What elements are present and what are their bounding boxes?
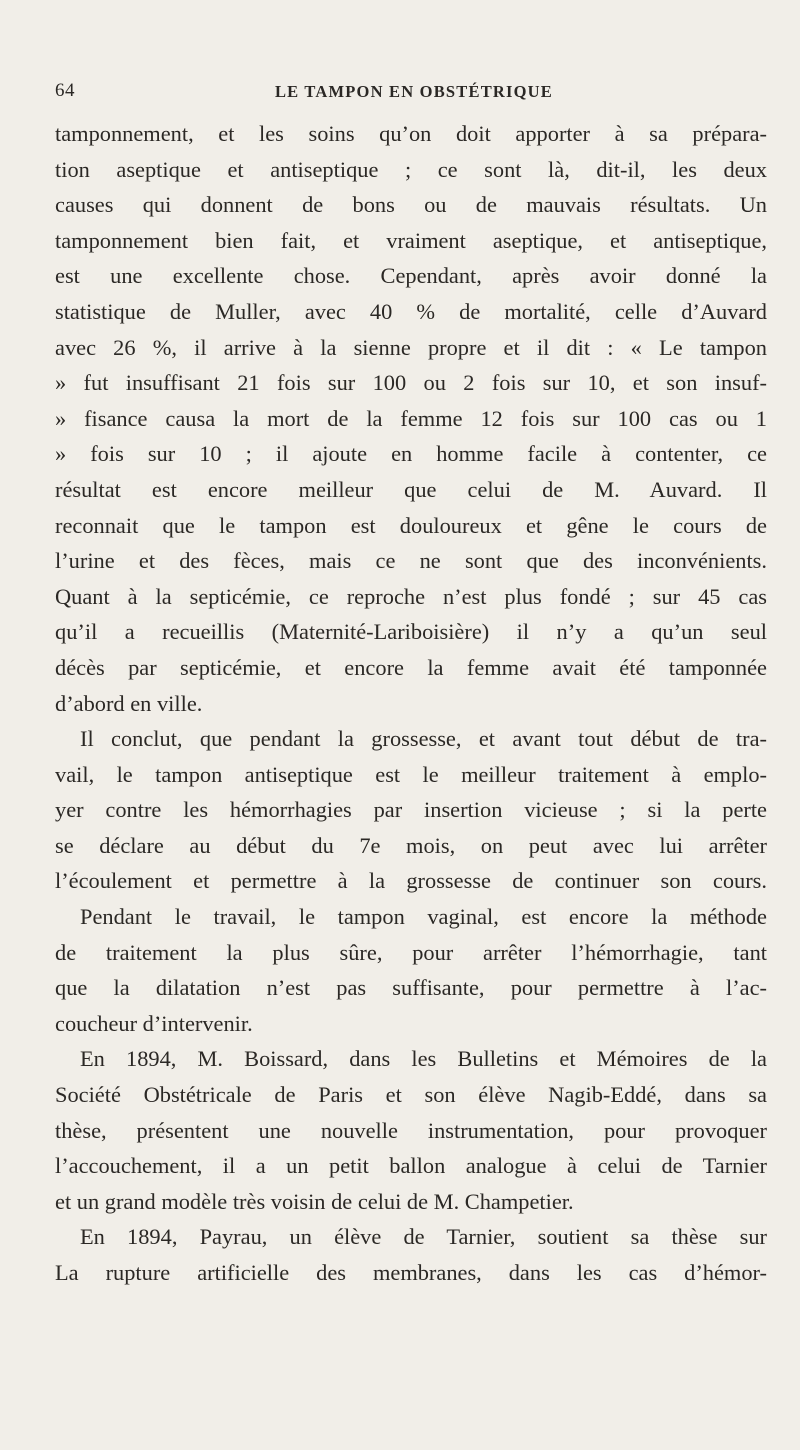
text-line: l’écoulement et permettre à la grossesse de continuer son cours.	[55, 868, 767, 894]
page-number: 64	[55, 80, 75, 101]
text-line: statistique de Muller, avec 40 % de mortalité, celle d’Auvard	[55, 298, 767, 324]
text-line: La rupture artificielle des membranes, dans les cas d’hémor-	[55, 1260, 767, 1285]
text-line: En 1894, M. Boissard, dans les Bulletins et Mémoires de la	[80, 1046, 767, 1072]
text-line: est une excellente chose. Cependant, après avoir donné la	[55, 263, 767, 289]
text-line: Pendant le travail, le tampon vaginal, est encore la méthode	[80, 904, 767, 930]
text-line: Il conclut, que pendant la grossesse, et avant tout début de tra-	[80, 726, 767, 752]
text-line: tamponnement bien fait, et vraiment aseptique, et antiseptique,	[55, 227, 767, 253]
text-line: et un grand modèle très voisin de celui de M. Champetier.	[55, 1188, 574, 1214]
text-line: coucheur d’intervenir.	[55, 1010, 253, 1036]
text-line: En 1894, Payrau, un élève de Tarnier, soutient sa thèse sur	[80, 1224, 767, 1250]
text-line: reconnait que le tampon est douloureux et gêne le cours de	[55, 512, 767, 538]
text-line: Quant à la septicémie, ce reproche n’est plus fondé ; sur 45 cas	[55, 583, 767, 609]
body-text	[55, 116, 767, 1291]
page-header	[55, 80, 745, 104]
text-line: avec 26 %, il arrive à la sienne propre et il dit : « Le tampon	[55, 334, 767, 360]
text-line: thèse, présentent une nouvelle instrumentation, pour provoquer	[55, 1117, 767, 1143]
text-line: de traitement la plus sûre, pour arrêter l’hémorrhagie, tant	[55, 939, 767, 965]
text-line: l’urine et des fèces, mais ce ne sont que des inconvénients.	[55, 548, 767, 574]
text-line: causes qui donnent de bons ou de mauvais résultats. Un	[55, 192, 767, 218]
text-line: l’accouchement, il a un petit ballon analogue à celui de Tarnier	[55, 1153, 767, 1179]
text-line: d’abord en ville.	[55, 690, 203, 716]
text-line: décès par septicémie, et encore la femme avait été tamponnée	[55, 654, 767, 680]
text-line: » fois sur 10 ; il ajoute en homme facile à contenter, ce	[55, 441, 767, 467]
text-line: se déclare au début du 7e mois, on peut avec lui arrêter	[55, 832, 767, 858]
text-line: qu’il a recueillis (Maternité-Lariboisière) il n’y a qu’un seul	[55, 619, 767, 645]
text-line: » fisance causa la mort de la femme 12 fois sur 100 cas ou 1	[55, 405, 767, 431]
text-line: Société Obstétricale de Paris et son élève Nagib-Eddé, dans sa	[55, 1082, 767, 1108]
text-line: yer contre les hémorrhagies par insertion vicieuse ; si la perte	[55, 797, 767, 823]
text-line: tion aseptique et antiseptique ; ce sont là, dit-il, les deux	[55, 156, 767, 182]
running-title: LE TAMPON EN OBSTÉTRIQUE	[274, 82, 554, 101]
text-line: vail, le tampon antiseptique est le meilleur traitement à emplo-	[55, 761, 767, 787]
text-line: que la dilatation n’est pas suffisante, pour permettre à l’ac-	[55, 975, 767, 1001]
text-line: » fut insuffisant 21 fois sur 100 ou 2 fois sur 10, et son insuf-	[55, 370, 767, 396]
text-line: résultat est encore meilleur que celui de M. Auvard. Il	[55, 476, 767, 502]
text-line: tamponnement, et les soins qu’on doit apporter à sa prépara-	[55, 121, 767, 146]
